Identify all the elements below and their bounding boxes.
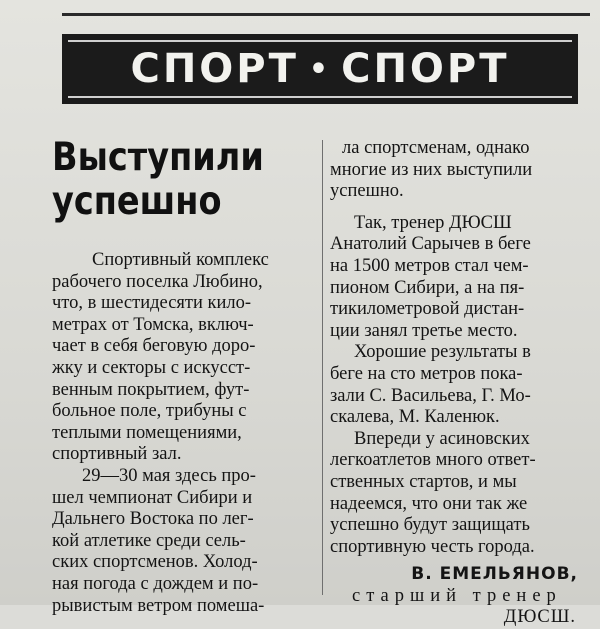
text-line: пионом Сибири, а на пя- [330, 277, 525, 298]
banner-text [68, 40, 572, 98]
text-line: рабочего поселка Любино, [52, 271, 263, 292]
text-line: Хорошие результаты в [354, 342, 531, 363]
text-line: беге на сто метров пока- [330, 363, 523, 384]
text-line: чает в себя беговую доро- [52, 336, 256, 357]
banner-word-right: СПОРТ [341, 46, 510, 92]
text-line: шел чемпионат Сибири и [52, 487, 253, 508]
text-line: надеемся, что они так же [330, 493, 528, 514]
text-line: успешно. [330, 181, 404, 202]
text-line: теплыми помещениями, [52, 422, 242, 443]
headline-line-1: Выступили [52, 135, 264, 180]
column-divider [322, 140, 323, 595]
section-banner [62, 34, 578, 104]
text-line: на 1500 метров стал чем- [330, 255, 529, 276]
text-line: Дальнего Востока по лег- [52, 509, 254, 530]
text-line: спортивный зал. [52, 444, 182, 465]
headline [52, 136, 276, 224]
text-line: больное поле, трибуны с [52, 401, 247, 422]
text-line: ции занял третье место. [330, 320, 518, 341]
text-line: метрах от Томска, включ- [52, 314, 254, 335]
top-rule [62, 13, 590, 16]
text-line: скалева, М. Каленюк. [330, 407, 500, 428]
text-line: ственных стартов, и мы [330, 471, 517, 492]
text-line: тикилометровой дистан- [330, 299, 525, 320]
text-line: Так, тренер ДЮСШ [354, 212, 512, 233]
banner-separator: • [308, 51, 332, 87]
article-right-column [330, 138, 592, 629]
text-line: Анатолий Сарычев в беге [330, 234, 531, 255]
text-line: легкоатлетов много ответ- [330, 450, 536, 471]
article-left-column [52, 250, 314, 617]
author-org: ДЮСШ. [503, 607, 576, 628]
author-role: старший тренер [352, 585, 562, 606]
text-line: жку и секторы с искусст- [52, 357, 251, 378]
text-line: Впереди у асиновских [354, 428, 530, 449]
text-line: спортивную честь города. [330, 536, 535, 557]
headline-line-2: успешно [52, 179, 222, 224]
banner-word-left: СПОРТ [130, 46, 299, 92]
text-line: рывистым ветром помеша- [52, 595, 265, 616]
text-line: Спортивный комплекс [92, 250, 269, 270]
text-line: многие из них выступили [330, 159, 533, 180]
text-line: успешно будут защищать [330, 515, 530, 536]
text-line: кой атлетике среди сель- [52, 530, 246, 551]
author-name: В. ЕМЕЛЬЯНОВ, [411, 564, 578, 585]
text-line: венным покрытием, фут- [52, 379, 250, 400]
text-line: 29—30 мая здесь про- [82, 465, 256, 486]
text-line: ла спортсменам, однако [342, 138, 530, 158]
text-line: ная погода с дождем и по- [52, 573, 259, 594]
text-line: ских спортсменов. Холод- [52, 552, 258, 573]
text-line: зали С. Васильева, Г. Мо- [330, 385, 531, 406]
text-line: что, в шестидесяти кило- [52, 293, 252, 314]
